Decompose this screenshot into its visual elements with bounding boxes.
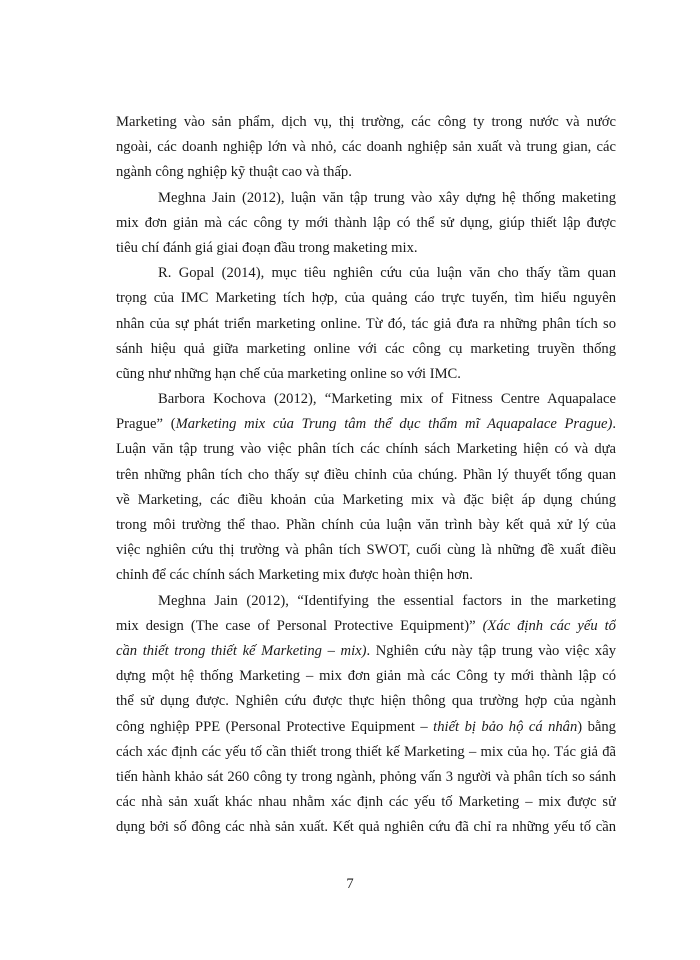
text-line: Barbora Kochova (2012), “Marketing mix of Fitness Centre Aquapalace	[158, 391, 616, 408]
text-line: dụng bởi số đông các nhà sản xuất. Kết quả nghiên cứu đã chỉ ra những yếu tố cần	[116, 819, 616, 836]
page-number: 7	[346, 876, 354, 892]
paragraph	[116, 589, 616, 841]
text-line: Meghna Jain (2012), luận văn tập trung vào xây dựng hệ thống maketing	[158, 189, 616, 206]
body-text	[116, 110, 616, 840]
paragraph	[116, 110, 616, 186]
text-line: tiến hành khảo sát 260 công ty trong ngành, phỏng vấn 3 người và phân tích so sánh	[116, 768, 616, 785]
text-line	[116, 589, 616, 614]
italic-span: thiết bị bảo hộ cá nhân	[433, 718, 578, 735]
text-line: ngoài, các doanh nghiệp lớn và nhỏ, các doanh nghiệp sản xuất và trung gian, các	[116, 139, 616, 156]
text-line	[116, 715, 616, 740]
text-line: Marketing vào sản phẩm, dịch vụ, thị trường, các công ty trong nước và nước	[116, 114, 616, 130]
paragraph	[116, 186, 616, 262]
text-line: thể sử dụng được. Nghiên cứu được thực hiện thông qua trường hợp của ngành	[116, 693, 616, 710]
text-line: trong môi trường thể thao. Phần chính của luận văn trình bày kết quả xử lý của	[116, 517, 616, 533]
text-line: các nhà sản xuất khác nhau nhằm xác định các yếu tố Marketing – mix được sử	[116, 794, 616, 811]
text-span: Prague” (	[116, 416, 176, 433]
italic-span: Marketing mix của Trung tâm thể dục thẩm mĩ Aquapalace Prague)	[175, 416, 613, 433]
paragraph	[116, 261, 616, 387]
text-span: mix design (The case of Personal Protective Equipment)”	[116, 617, 483, 634]
text-line: Luận văn tập trung vào việc phân tích các chính sách Marketing hiện có và dựa	[116, 441, 616, 458]
italic-span: (Xác định các yếu tố	[482, 617, 616, 634]
text-span: công nghiệp PPE (Personal Protective Equipment –	[116, 718, 434, 735]
text-line: trọng của IMC Marketing tích hợp, của quảng cáo trực tuyến, tìm hiểu nguyên	[116, 290, 616, 307]
text-line: dựng một hệ thống Marketing – mix đơn giản mà các Công ty mới thành lập có	[116, 668, 616, 685]
text-line: cũng như những hạn chế của marketing online so với IMC.	[116, 365, 461, 382]
text-span: . Nghiên cứu này tập trung vào việc xây	[366, 642, 616, 659]
text-span: ) bằng	[577, 718, 616, 735]
text-line: chỉnh để các chính sách Marketing mix được hoàn thiện hơn.	[116, 567, 473, 584]
text-line: tiêu chí đánh giá giai đoạn đầu trong maketing mix.	[116, 239, 418, 256]
text-line: nhân của sự phát triển marketing online. Từ đó, tác giả đưa ra những phân tích so	[116, 315, 616, 332]
text-line: về Marketing, các điều khoản của Marketing mix và đặc biệt áp dụng chúng	[116, 491, 616, 508]
text-line: mix đơn giản mà các công ty mới thành lập có thể sử dụng, giúp thiết lập được	[116, 214, 616, 231]
text-line: R. Gopal (2014), mục tiêu nghiên cứu của luận văn cho thấy tầm quan	[158, 265, 616, 282]
text-line	[116, 614, 616, 639]
text-line: việc nghiên cứu thị trường và phân tích SWOT, cuối cùng là những đề xuất điều	[116, 542, 616, 559]
paragraph	[116, 387, 616, 589]
text-span: .	[612, 416, 616, 433]
italic-span: cần thiết trong thiết kế Marketing – mix)	[116, 642, 367, 659]
text-line: cách xác định các yếu tố cần thiết trong thiết kế Marketing – mix của họ. Tác giả đã	[116, 743, 616, 760]
text-line: sánh hiệu quả giữa marketing online với các công cụ marketing truyền thống	[116, 340, 616, 357]
text-span: Meghna Jain (2012), “Identifying the essential factors in the marketing	[158, 592, 616, 609]
text-line	[116, 639, 616, 664]
text-line	[116, 412, 616, 437]
text-line: trên những phân tích cho thấy sự điều chỉnh của chúng. Phần lý thuyết tổng quan	[116, 466, 616, 483]
text-line: ngành công nghiệp kỹ thuật cao và thấp.	[116, 164, 352, 181]
